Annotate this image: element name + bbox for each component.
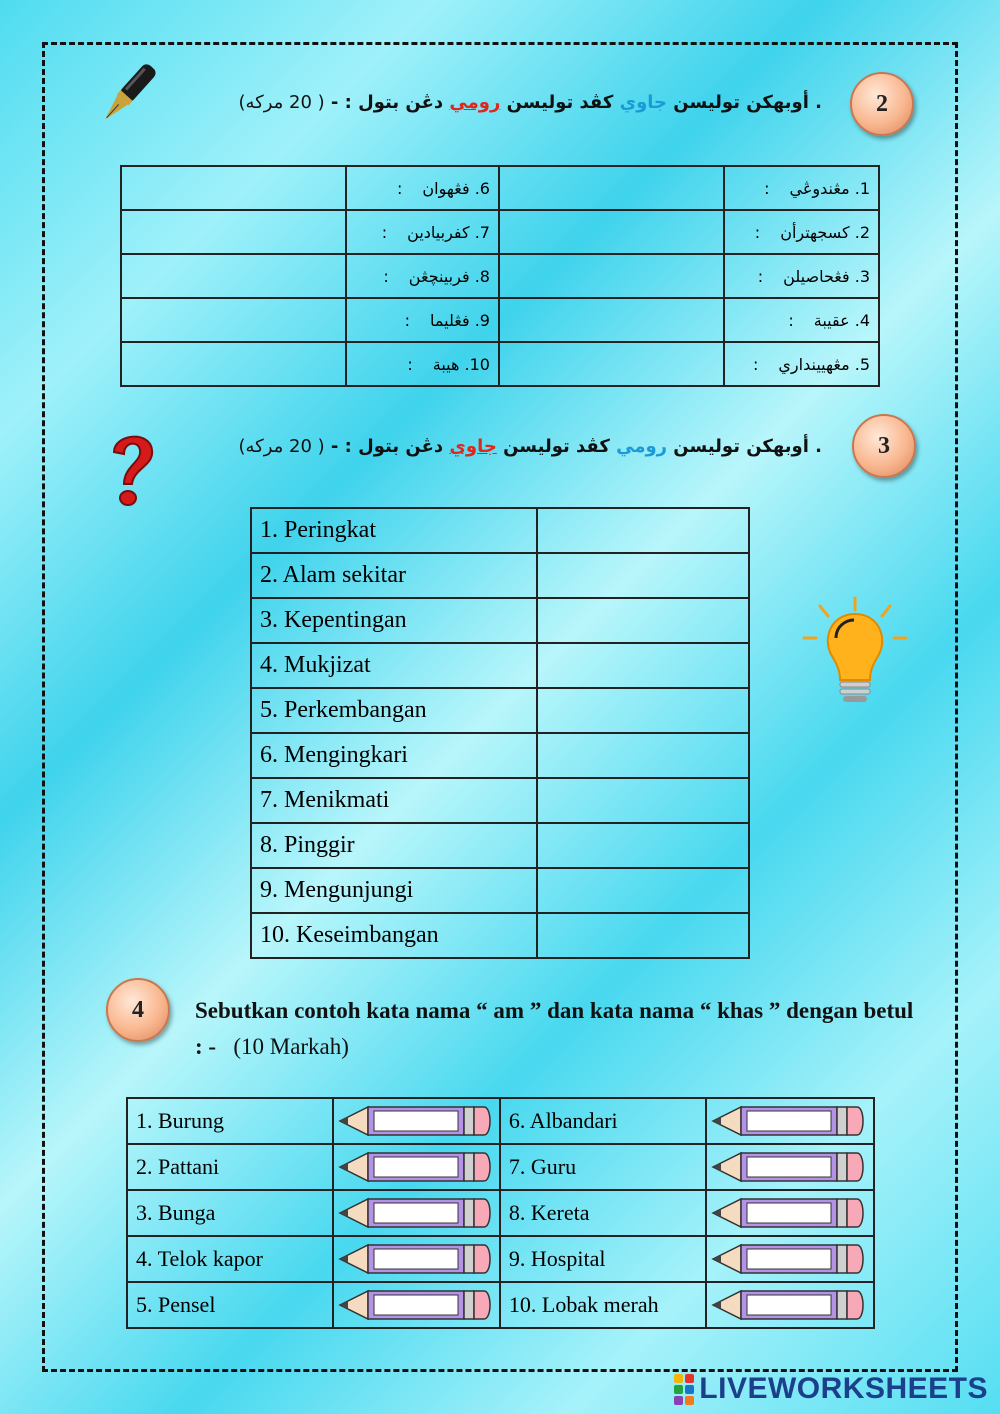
answer-cell[interactable] <box>706 1190 874 1236</box>
question-cell: 6. Mengingkari <box>251 733 537 778</box>
answer-cell[interactable] <box>706 1282 874 1328</box>
table-row <box>127 1144 874 1190</box>
pencil-answer-box[interactable] <box>711 1195 867 1231</box>
table-row <box>251 778 749 823</box>
answer-cell[interactable] <box>537 553 749 598</box>
table-row <box>127 1190 874 1236</box>
answer-cell[interactable] <box>706 1236 874 1282</box>
section2-number-badge: 2 <box>850 72 914 136</box>
answer-cell[interactable] <box>499 254 724 298</box>
table-row <box>251 553 749 598</box>
question-cell: 6. Albandari <box>500 1098 706 1144</box>
question-cell: 9. فڠليما: <box>346 298 499 342</box>
question-cell: 7. Guru <box>500 1144 706 1190</box>
question-cell: 10. Lobak merah <box>500 1282 706 1328</box>
answer-cell[interactable] <box>121 298 346 342</box>
table-row <box>251 508 749 553</box>
answer-cell[interactable] <box>333 1282 500 1328</box>
answer-cell[interactable] <box>499 166 724 210</box>
table-row <box>121 342 879 386</box>
pencil-answer-box[interactable] <box>711 1241 867 1277</box>
question-cell: 7. Menikmati <box>251 778 537 823</box>
question-cell: 5. Pensel <box>127 1282 333 1328</box>
question-cell: 1. Burung <box>127 1098 333 1144</box>
liveworksheets-logo: LIVEWORKSHEETS <box>674 1372 988 1406</box>
question-cell: 3. Bunga <box>127 1190 333 1236</box>
question-cell: 4. Telok kapor <box>127 1236 333 1282</box>
table-row <box>251 643 749 688</box>
question-cell: 5. مڠهيينداري: <box>724 342 879 386</box>
section4-number-badge: 4 <box>106 978 170 1042</box>
answer-cell[interactable] <box>537 688 749 733</box>
question-cell: 10. هيبة: <box>346 342 499 386</box>
question-cell: 7. كفربيادين: <box>346 210 499 254</box>
answer-cell[interactable] <box>121 342 346 386</box>
pencil-answer-box[interactable] <box>711 1287 867 1323</box>
fountain-pen-icon <box>92 58 164 130</box>
answer-cell[interactable] <box>706 1098 874 1144</box>
answer-cell[interactable] <box>333 1190 500 1236</box>
answer-cell[interactable] <box>333 1098 500 1144</box>
question-cell: 4. Mukjizat <box>251 643 537 688</box>
table-row <box>127 1236 874 1282</box>
question-cell: 2. Pattani <box>127 1144 333 1190</box>
answer-cell[interactable] <box>537 643 749 688</box>
section3-table <box>250 507 750 959</box>
table-row <box>127 1098 874 1144</box>
pencil-answer-box[interactable] <box>338 1287 494 1323</box>
question-cell: 8. Kereta <box>500 1190 706 1236</box>
answer-cell[interactable] <box>537 868 749 913</box>
pencil-answer-box[interactable] <box>711 1103 867 1139</box>
question-cell: 8. فربينچڠن: <box>346 254 499 298</box>
pencil-answer-box[interactable] <box>338 1103 494 1139</box>
table-row <box>251 598 749 643</box>
question-cell: 1. مڠندوڠي: <box>724 166 879 210</box>
section3-title: . أوبهكن توليسن رومي كڤد توليسن جاوي دڠن بتول : - ( 20 مركه) <box>238 436 822 457</box>
answer-cell[interactable] <box>499 342 724 386</box>
pencil-answer-box[interactable] <box>338 1195 494 1231</box>
table-row <box>251 733 749 778</box>
table-row <box>251 913 749 958</box>
answer-cell[interactable] <box>706 1144 874 1190</box>
question-cell: 10. Keseimbangan <box>251 913 537 958</box>
pencil-answer-box[interactable] <box>338 1149 494 1185</box>
question-cell: 1. Peringkat <box>251 508 537 553</box>
question-cell: 3. فڠحاصيلن: <box>724 254 879 298</box>
table-row <box>251 823 749 868</box>
question-cell: 9. Hospital <box>500 1236 706 1282</box>
pencil-answer-box[interactable] <box>338 1241 494 1277</box>
answer-cell[interactable] <box>537 778 749 823</box>
question-cell: 2. Alam sekitar <box>251 553 537 598</box>
question-cell: 8. Pinggir <box>251 823 537 868</box>
answer-cell[interactable] <box>499 298 724 342</box>
section4-table <box>126 1097 875 1329</box>
table-row <box>121 210 879 254</box>
answer-cell[interactable] <box>537 733 749 778</box>
section2-title: . أوبهكن توليسن جاوي كڤد توليسن رومي دڠن بتول : - ( 20 مركه) <box>238 92 822 113</box>
question-cell: 3. Kepentingan <box>251 598 537 643</box>
light-bulb-icon <box>800 596 910 711</box>
pencil-answer-box[interactable] <box>711 1149 867 1185</box>
question-cell: 6. فڠهوان: <box>346 166 499 210</box>
table-row <box>251 688 749 733</box>
answer-cell[interactable] <box>333 1236 500 1282</box>
table-row <box>251 868 749 913</box>
question-mark-icon <box>102 428 162 510</box>
answer-cell[interactable] <box>537 508 749 553</box>
question-cell: 2. كسجهترأن: <box>724 210 879 254</box>
table-row <box>121 298 879 342</box>
question-cell: 9. Mengunjungi <box>251 868 537 913</box>
answer-cell[interactable] <box>121 210 346 254</box>
table-row <box>121 166 879 210</box>
answer-cell[interactable] <box>537 598 749 643</box>
section3-number-badge: 3 <box>852 414 916 478</box>
answer-cell[interactable] <box>537 823 749 868</box>
liveworksheets-icon <box>674 1374 694 1405</box>
answer-cell[interactable] <box>121 254 346 298</box>
section4-title: Sebutkan contoh kata nama “ am ” dan kata nama “ khas ” dengan betul : - (10 Markah) <box>195 998 914 1059</box>
table-row <box>121 254 879 298</box>
answer-cell[interactable] <box>121 166 346 210</box>
answer-cell[interactable] <box>537 913 749 958</box>
table-row <box>127 1282 874 1328</box>
answer-cell[interactable] <box>333 1144 500 1190</box>
answer-cell[interactable] <box>499 210 724 254</box>
question-cell: 5. Perkembangan <box>251 688 537 733</box>
section2-table <box>120 165 880 387</box>
question-cell: 4. عقيبة: <box>724 298 879 342</box>
